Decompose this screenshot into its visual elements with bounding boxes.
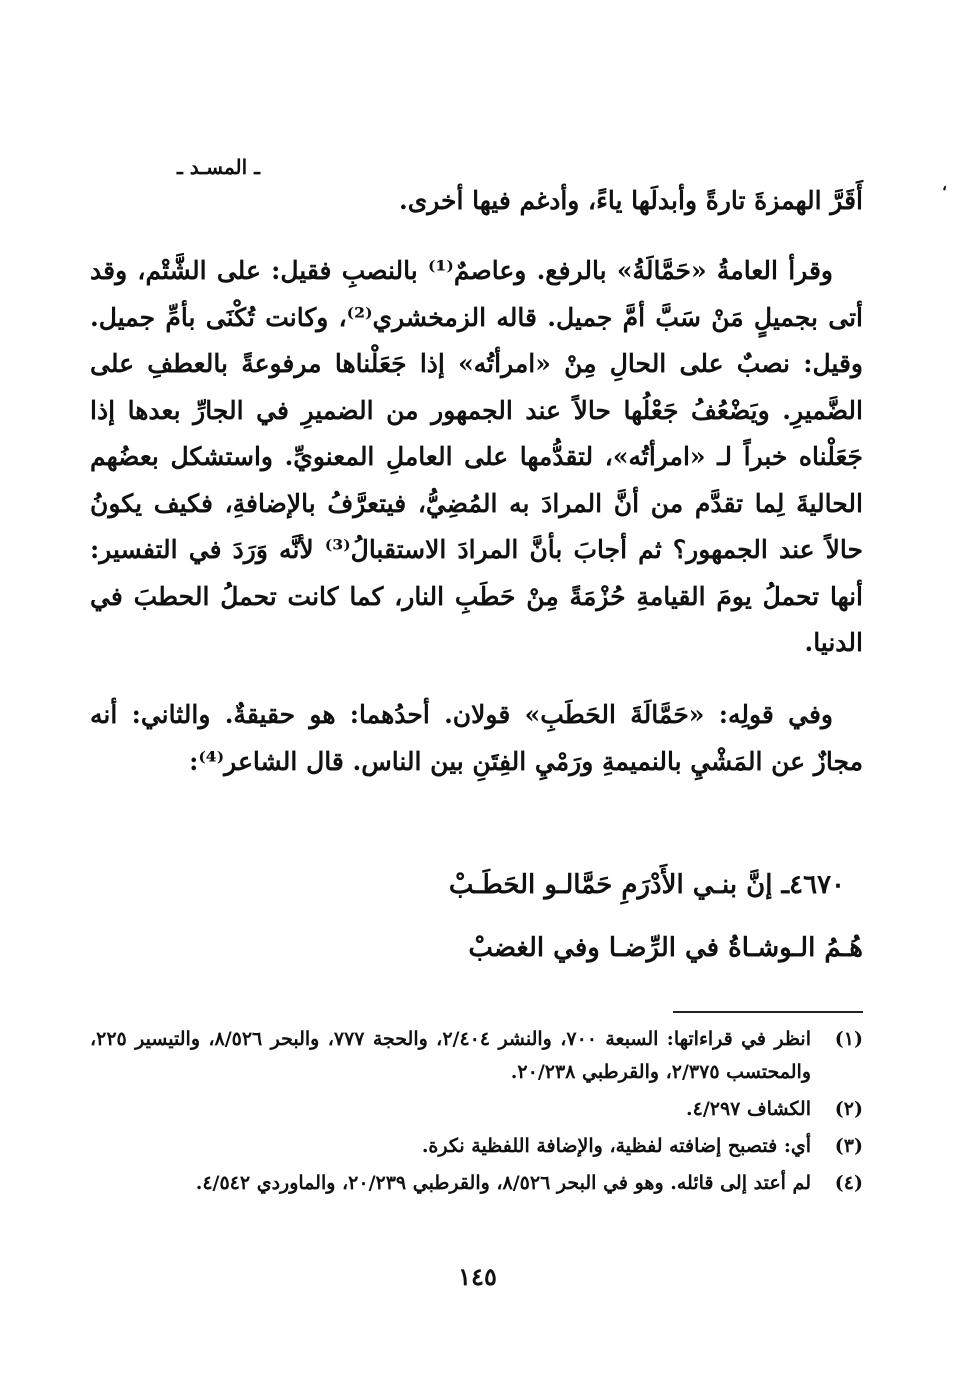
paragraph-text: أَقَرَّ الهمزةَ تارةً وأبدلَها ياءً، وأدغم فيها أخرى. — [398, 186, 863, 215]
paragraph-text: وقرأ العامةُ «حَمَّالَةُ» بالرفع. وعاصمٌ⁽¹⁾ بالنصبِ فقيل: على الشَّتْم، وقد أتى بجميلٍ مَنْ سَبَّ أمَّ جميل. قاله الزمخشري⁽²⁾، وكانت تُكْنَى بأمِّ جميل. وقيل: نصبٌ على الحالِ مِنْ «امرأتُه» إذا جَعَلْناها مرفوعةً بالعطفِ على الضَّميرِ. ويَضْعُفُ جَعْلُها حالاً عند الجمهور من الضميرِ في الجارِّ بعدها إذا جَعَلْناه خبراً لـ «امرأتُه»، لتقدُّمها على العاملِ المعنويِّ. واستشكل بعضُهم الحاليةَ لِما تقدَّم من أنَّ المرادَ به المُضِيُّ، فيتعرَّفُ بالإضافةِ، فكيف يكونُ حالاً عند الجمهور؟ ثم أجابَ بأنَّ المرادَ الاستقبالُ⁽³⁾ لأنَّه وَرَدَ في التفسير: أنها تحملُ يومَ القيامةِ حُزْمَةً مِنْ حَطَبِ النار، كما كانت تحملُ الحطبَ في الدنيا. — [90, 256, 863, 657]
footnote-text: انظر في قراءاتها: السبعة ٧٠٠، والنشر ٢/٤٠٤، والحجة ٧٧٧، والبحر ٨/٥٢٦، والتيسير ٢٢٥، والمحتسب ٢/٣٧٥، والقرطبي ٢٠/٢٣٨. — [90, 1028, 811, 1083]
running-head: ـ المسـد ـ — [176, 155, 260, 179]
footnote-4 — [90, 1167, 863, 1200]
paragraph-text: وفي قولِه: «حَمَّالَةَ الحَطَبِ» قولان. أحدُهما: هو حقيقةٌ. والثاني: أنه مجازٌ عن المَشْيِ بالنميمةِ ورَمْيِ الفِتَنِ بين الناس. قال الشاعر⁽⁴⁾: — [90, 700, 863, 776]
footnote-3 — [90, 1130, 863, 1163]
poem-verse-1 — [449, 870, 845, 900]
footnotes — [90, 1023, 863, 1204]
footnote-number: (٣) — [834, 1135, 863, 1157]
margin-mark: ، — [941, 175, 947, 194]
footnote-text: أي: فتصبح إضافته لفظية، والإضافة اللفظية نكرة. — [421, 1135, 811, 1157]
poem-number: ٤٦٧٠ـ — [781, 870, 845, 900]
footnote-2 — [90, 1093, 863, 1126]
footnote-1 — [90, 1023, 863, 1089]
footnote-number: (٤) — [834, 1172, 863, 1194]
footnote-text: لم أعتد إلى قائله. وهو في البحر ٨/٥٢٦، والقرطبي ٢٠/٢٣٩، والماوردي ٤/٥٤٢. — [195, 1172, 811, 1194]
paragraph-3 — [90, 692, 863, 785]
footnote-number: (٢) — [834, 1098, 863, 1120]
footnote-separator — [673, 1011, 863, 1013]
paragraph-2 — [90, 248, 863, 667]
poem-verse-2: هُـمُ الـوشـاةُ في الرِّضـا وفي الغضبْ — [468, 933, 863, 963]
page-number: ١٤٥ — [458, 1262, 497, 1291]
footnote-text: الكشاف ٤/٢٩٧. — [685, 1098, 811, 1120]
poem-line-1: إنَّ بنـي الأَدْرَمِ حَمَّالـو الحَطَـبْ — [448, 870, 773, 900]
footnote-number: (١) — [834, 1028, 863, 1050]
paragraph-1 — [90, 178, 863, 225]
